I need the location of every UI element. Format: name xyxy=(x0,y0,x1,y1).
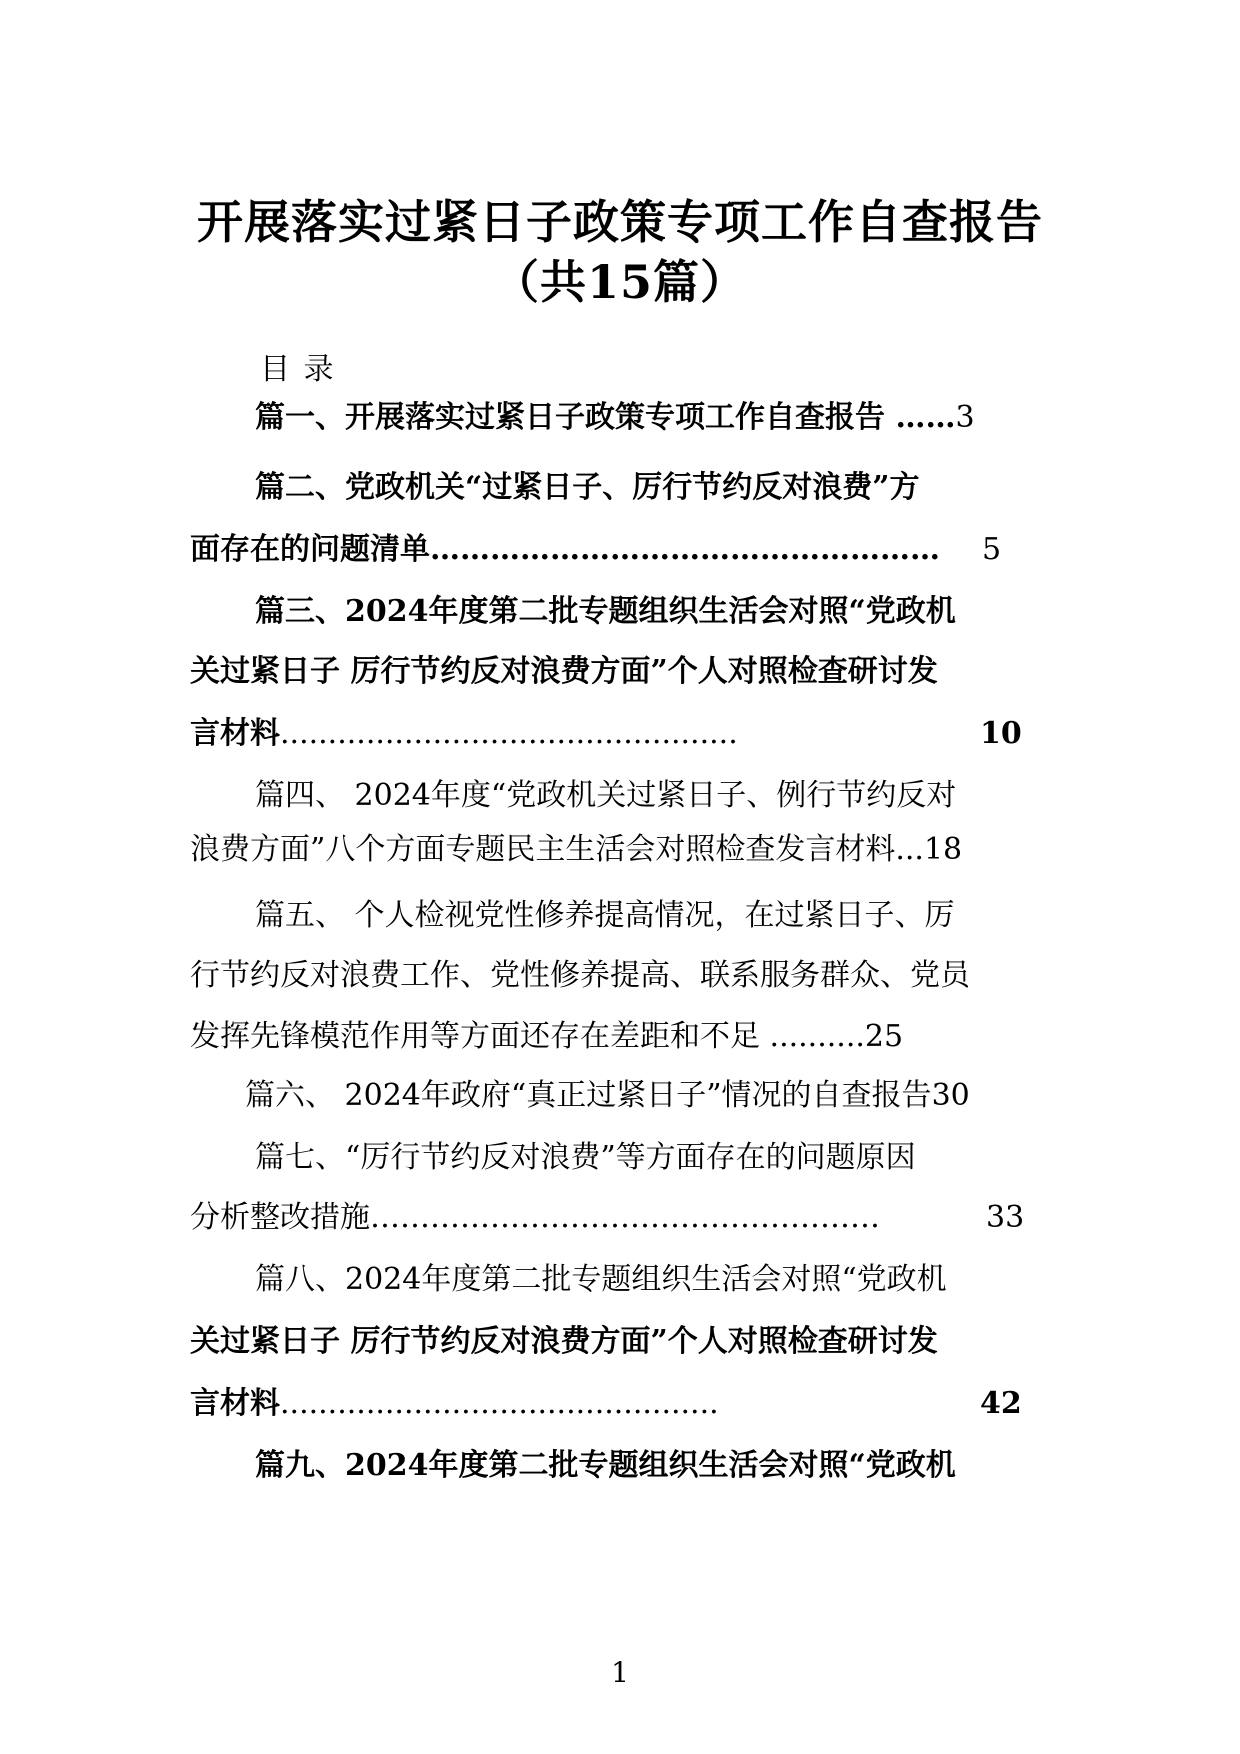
document-subtitle: （共15篇） xyxy=(492,255,747,309)
toc-entry-6-title: 篇六、 2024年政府“真正过紧日子”情况的自查报告 xyxy=(245,1078,932,1113)
toc-entry-7-page: 33 xyxy=(986,1200,1025,1235)
toc-entry-8-line-3[interactable] xyxy=(190,1384,1022,1424)
document-title: 开展落实过紧日子政策专项工作自查报告 xyxy=(197,195,1043,249)
toc-entry-3-leader: ................................................ xyxy=(280,716,738,751)
toc-entry-5-line-2[interactable]: 行节约反对浪费工作、党性修养提高、联系服务群众、党员 xyxy=(190,958,970,993)
toc-entry-8-title-end: 言材料 xyxy=(190,1386,280,1421)
toc-entry-8-page: 42 xyxy=(980,1386,1022,1421)
toc-entry-1[interactable] xyxy=(255,398,975,438)
toc-entry-4-leader: ... xyxy=(895,832,924,867)
toc-entry-4-page: 18 xyxy=(923,832,963,867)
toc-entry-8-line-2[interactable]: 关过紧日子 厉行节约反对浪费方面”个人对照检查研讨发 xyxy=(190,1324,938,1359)
toc-entry-2-leader: …………………………………………… xyxy=(430,532,940,567)
toc-entry-2-line-2[interactable] xyxy=(190,530,1001,570)
toc-entry-7-title-end: 分析整改措施 xyxy=(190,1200,370,1235)
toc-entry-2-page: 5 xyxy=(982,532,1002,567)
toc-entry-5-leader: .......... xyxy=(760,1019,865,1054)
toc-entry-3-line-2[interactable]: 关过紧日子 厉行节约反对浪费方面”个人对照检查研讨发 xyxy=(190,654,938,689)
toc-entry-3-line-1[interactable]: 篇三、2024年度第二批专题组织生活会对照“党政机 xyxy=(255,594,956,629)
toc-entry-5-line-1[interactable]: 篇五、 个人检视党性修养提高情况，在过紧日子、厉 xyxy=(255,898,955,933)
toc-entry-5-page: 25 xyxy=(864,1019,904,1054)
toc-entry-5-title-end: 发挥先锋模范作用等方面还存在差距和不足 xyxy=(190,1019,760,1054)
toc-entry-7-line-2[interactable] xyxy=(190,1198,1024,1238)
toc-entry-6-page: 30 xyxy=(931,1078,970,1113)
toc-entry-9-line-1[interactable]: 篇九、2024年度第二批专题组织生活会对照“党政机 xyxy=(255,1448,956,1483)
toc-entry-6[interactable] xyxy=(245,1076,970,1116)
toc-entry-3-page: 10 xyxy=(980,716,1022,751)
toc-entry-1-leader: …… xyxy=(885,400,956,435)
page-number: 1 xyxy=(611,1656,629,1689)
toc-entry-5-line-3[interactable] xyxy=(190,1017,903,1057)
toc-entry-3-title-end: 言材料 xyxy=(190,716,280,751)
toc-entry-2-line-1[interactable]: 篇二、党政机关“过紧日子、厉行节约反对浪费”方 xyxy=(255,470,920,505)
toc-entry-3-line-3[interactable] xyxy=(190,714,1022,754)
toc-entry-4-line-2[interactable] xyxy=(190,830,962,870)
toc-entry-7-line-1[interactable]: 篇七、“厉行节约反对浪费”等方面存在的问题原因 xyxy=(255,1140,916,1175)
toc-entry-4-title-end: 浪费方面”八个方面专题民主生活会对照检查发言材料 xyxy=(190,832,896,867)
toc-entry-7-leader: …………………………………………… xyxy=(370,1200,880,1235)
toc-entry-1-page: 3 xyxy=(955,400,975,435)
toc-heading: 目 录 xyxy=(260,352,336,387)
toc-entry-8-line-1[interactable]: 篇八、2024年度第二批专题组织生活会对照“党政机 xyxy=(255,1262,947,1297)
toc-entry-8-leader: .............................................. xyxy=(280,1386,719,1421)
toc-entry-2-title-end: 面存在的问题清单 xyxy=(190,532,430,567)
toc-entry-1-title: 篇一、开展落实过紧日子政策专项工作自查报告 xyxy=(255,400,885,435)
toc-entry-4-line-1[interactable]: 篇四、 2024年度“党政机关过紧日子、例行节约反对 xyxy=(255,778,957,813)
